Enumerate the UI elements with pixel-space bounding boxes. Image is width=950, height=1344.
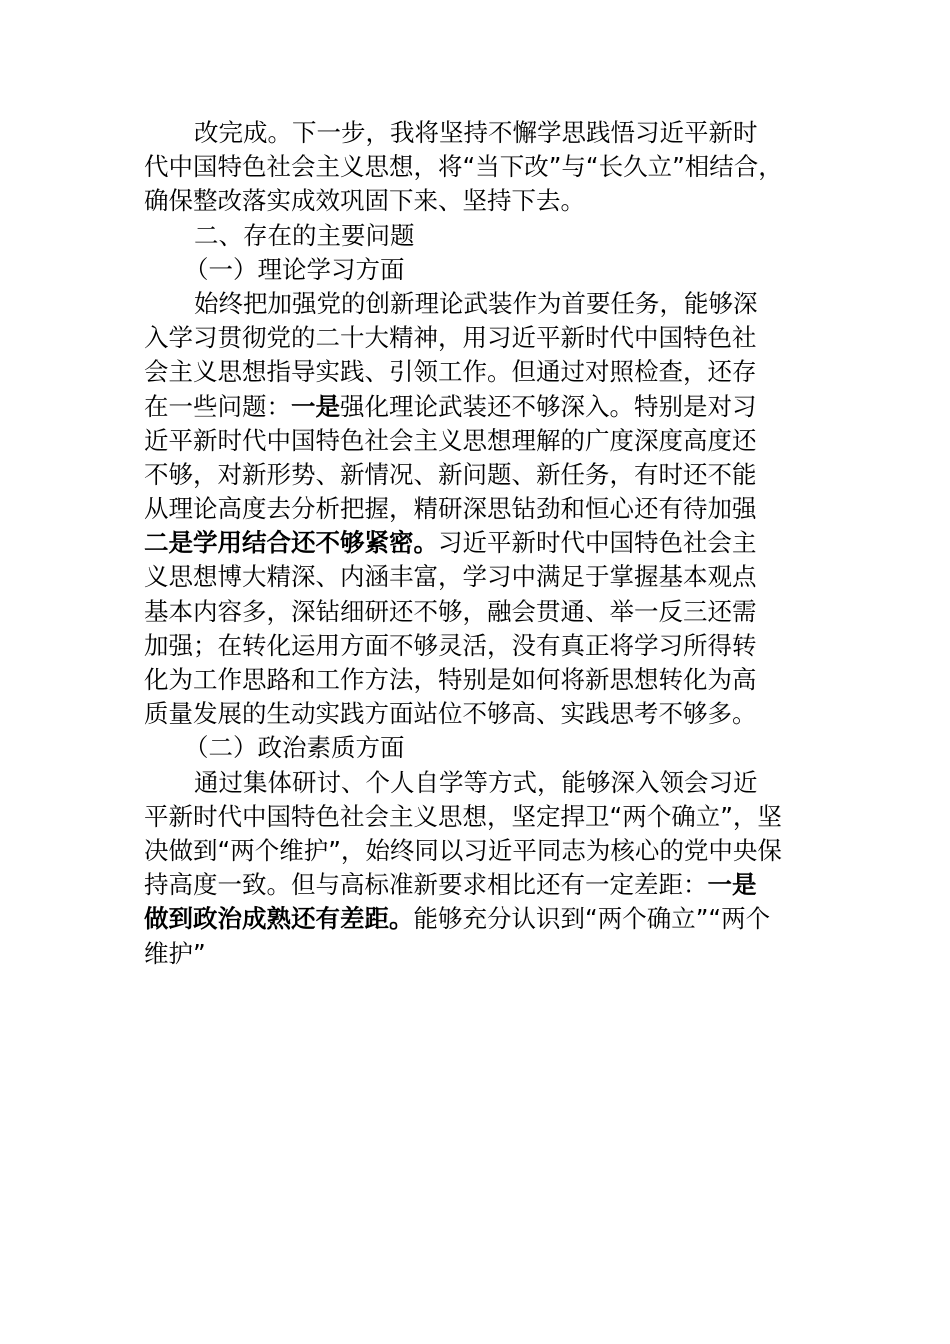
- text-line: 决做到“两个维护”，始终同以习近平同志为核心的党中央保: [144, 835, 782, 865]
- text-line: 入学习贯彻党的二十大精神，用习近平新时代中国特色社: [144, 323, 757, 353]
- text-line: 义思想博大精深、内涵丰富，学习中满足于掌握基本观点: [144, 562, 757, 592]
- subsection-heading-politics: （二）政治素质方面: [184, 733, 405, 763]
- text-line: [144, 526, 810, 560]
- text-line: 确保整改落实成效巩固下来、坚持下去。: [144, 186, 585, 216]
- text-line: 维护”: [144, 938, 206, 968]
- text-line: 改完成。下一步，我将坚持不懈学思践悟习近平新时: [194, 118, 758, 147]
- text-line: 质量发展的生动实践方面站位不够高、实践思考不够多。: [144, 699, 757, 729]
- text-line: 不够，对新形势、新情况、新问题、新任务，有时还不能: [144, 459, 757, 489]
- theory-paragraph: [144, 287, 810, 731]
- text-line: 基本内容多，深钻细研还不够，融会贯通、举一反三还需: [144, 596, 757, 626]
- text-line: 始终把加强党的创新理论武装作为首要任务，能够深: [194, 288, 758, 318]
- text-line: 代中国特色社会主义思想，将“当下改”与“长久立”相结合，: [144, 152, 783, 182]
- text-line: 近平新时代中国特色社会主义思想理解的广度深度高度还: [144, 425, 757, 455]
- text-line: 从理论高度去分析把握，精研深思钻劲和恒心还有待加强: [144, 494, 757, 524]
- bold-run: 一是: [707, 870, 757, 900]
- section-heading: 二、存在的主要问题: [194, 220, 415, 250]
- text-line: [144, 902, 810, 936]
- bold-run: 一是: [291, 391, 340, 421]
- text-line: [144, 390, 810, 424]
- text-line: 通过集体研讨、个人自学等方式，能够深入领会习近: [194, 767, 758, 797]
- intro-paragraph: [144, 116, 810, 219]
- document-page: [144, 116, 810, 971]
- politics-paragraph: [144, 766, 810, 971]
- bold-run: 做到政治成熟还有差距。: [144, 904, 414, 934]
- bold-run: 二是学用结合还不够紧密。: [144, 528, 438, 558]
- text-line: 化为工作思路和工作方法，特别是如何将新思想转化为高: [144, 665, 757, 694]
- text-line: 加强；在转化运用方面不够灵活，没有真正将学习所得转: [144, 630, 757, 660]
- text-run: 强化理论武装还不够深入。特别是对习: [340, 391, 757, 421]
- text-run: 习近平新时代中国特色社会主: [438, 528, 757, 558]
- text-line: [144, 868, 810, 902]
- text-line: 会主义思想指导实践、引领工作。但通过对照检查，还存: [144, 357, 757, 387]
- text-run: 持高度一致。但与高标准新要求相比还有一定差距：: [144, 870, 708, 900]
- text-run: 在一些问题：: [144, 391, 291, 421]
- text-run: 能够充分认识到“两个确立”“两个: [413, 904, 771, 934]
- text-line: 平新时代中国特色社会主义思想，坚定捍卫“两个确立”，坚: [144, 801, 782, 831]
- subsection-heading-theory: （一）理论学习方面: [184, 254, 405, 284]
